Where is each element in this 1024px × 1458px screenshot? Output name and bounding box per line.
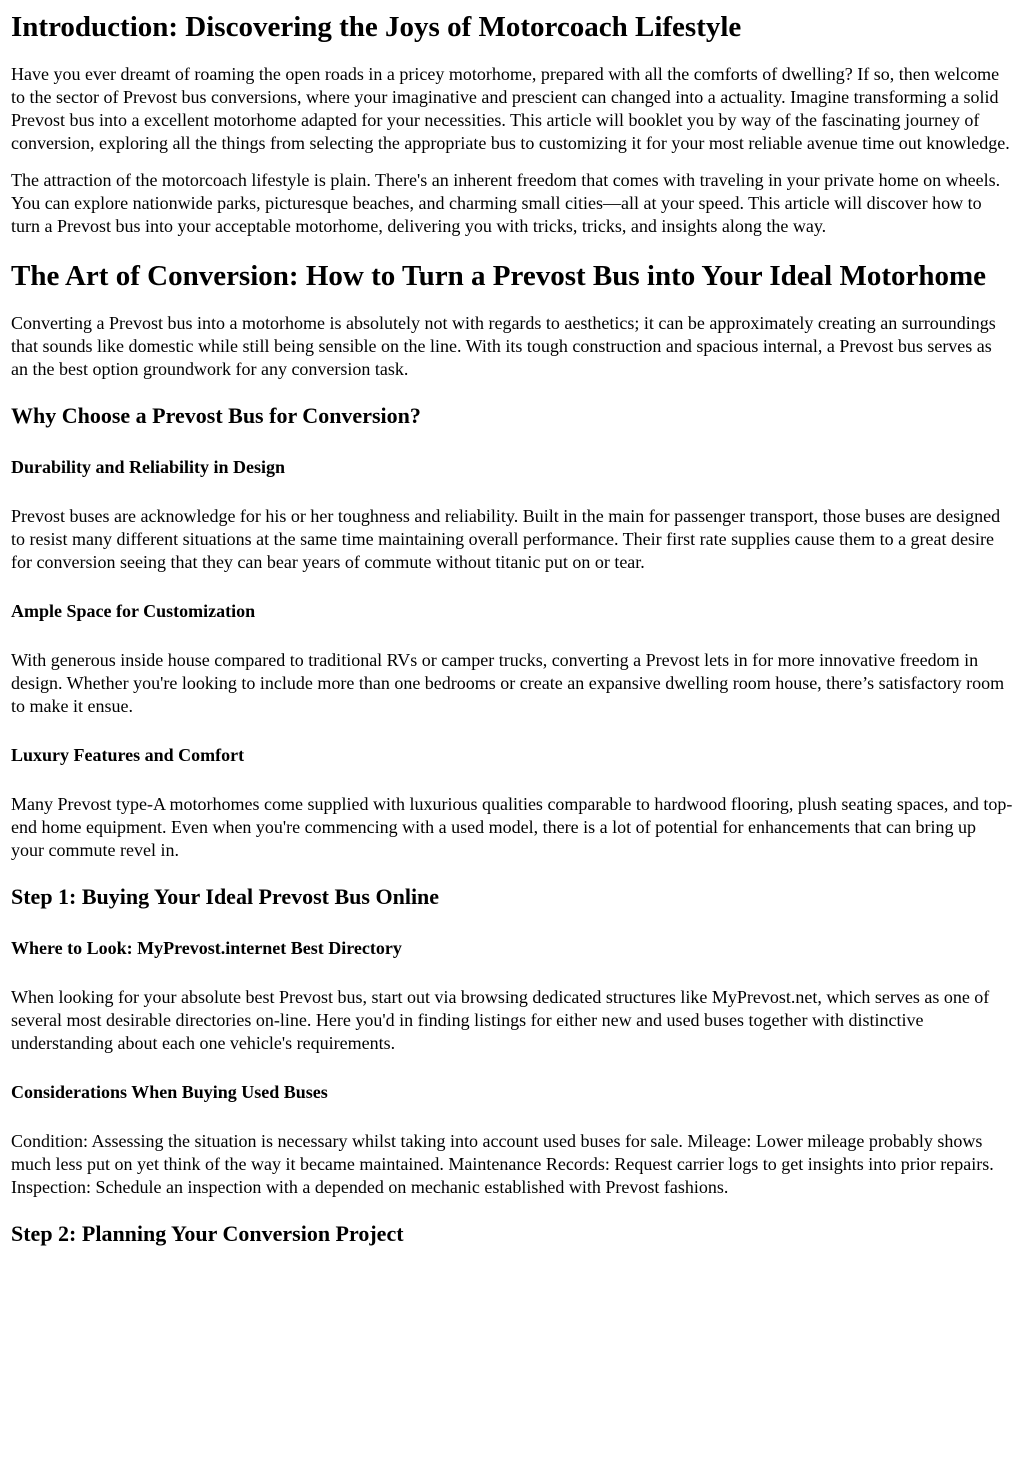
intro-heading: Introduction: Discovering the Joys of Motorcoach Lifestyle bbox=[11, 11, 742, 43]
step2-heading: Step 2: Planning Your Conversion Project bbox=[11, 1221, 404, 1246]
ample-space-paragraph: With generous inside house compared to traditional RVs or camper trucks, converting a Prevost lets in for more innovative freedom in design. Whether you're looking to include more than one bedrooms or create an expansive dwelling room house, there’s satisfactory room to make it ensue. bbox=[11, 650, 1005, 716]
step1-heading: Step 1: Buying Your Ideal Prevost Bus Online bbox=[11, 884, 440, 909]
art-of-conversion-paragraph: Converting a Prevost bus into a motorhome is absolutely not with regards to aesthetics; it can be approximately creating an surroundings that sounds like domestic while still being sensible on the line. With its tough construction and spacious internal, a Prevost bus serves as an the best option groundwork for any conversion task. bbox=[11, 313, 996, 379]
ample-space-heading: Ample Space for Customization bbox=[11, 601, 256, 621]
where-to-look-paragraph: When looking for your absolute best Prevost bus, start out via browsing dedicated structures like MyPrevost.net, which serves as one of several most desirable directories on-line. Here you'd in finding listings for either new and used buses together with distinctive understanding about each one vehicle's requirements. bbox=[11, 987, 990, 1053]
luxury-features-heading: Luxury Features and Comfort bbox=[11, 745, 245, 765]
durability-paragraph: Prevost buses are acknowledge for his or her toughness and reliability. Built in the main for passenger transport, those buses are designed to resist many different situations at the same time maintaining overall performance. Their first rate supplies cause them to a great desire for conversion seeing that they can bear years of commute without titanic put on or tear. bbox=[11, 506, 1001, 572]
considerations-paragraph: Condition: Assessing the situation is necessary whilst taking into account used buses for sale. Mileage: Lower mileage probably shows much less put on yet think of the way it became maintained. Maintenance Records: Request carrier logs to get insights into prior repairs. Inspection: Schedule an inspection with a depended on mechanic established with Prevost fashions. bbox=[11, 1131, 994, 1197]
intro-paragraph-1: Have you ever dreamt of roaming the open roads in a pricey motorhome, prepared with all the comforts of dwelling? If so, then welcome to the sector of Prevost bus conversions, where your imaginative and prescient can changed into a actuality. Imagine transforming a solid Prevost bus into a excellent motorhome adapted for your necessities. This article will booklet you by way of the fascinating journey of conversion, exploring all the things from selecting the appropriate bus to customizing it for your most reliable avenue time out knowledge. bbox=[11, 64, 1010, 153]
durability-heading: Durability and Reliability in Design bbox=[11, 457, 286, 477]
luxury-features-paragraph: Many Prevost type-A motorhomes come supplied with luxurious qualities comparable to hardwood flooring, plush seating spaces, and top-end home equipment. Even when you're commencing with a used model, there is a lot of potential for enhancements that can bring up your commute revel in. bbox=[11, 794, 1013, 860]
considerations-heading: Considerations When Buying Used Buses bbox=[11, 1082, 328, 1102]
article bbox=[0, 10, 1024, 1248]
why-choose-heading: Why Choose a Prevost Bus for Conversion? bbox=[11, 403, 421, 428]
art-of-conversion-heading: The Art of Conversion: How to Turn a Prevost Bus into Your Ideal Motorhome bbox=[11, 260, 987, 292]
where-to-look-heading: Where to Look: MyPrevost.internet Best Directory bbox=[11, 938, 402, 958]
intro-paragraph-2: The attraction of the motorcoach lifestyle is plain. There's an inherent freedom that comes with traveling in your private home on wheels. You can explore nationwide parks, picturesque beaches, and charming small cities—all at your speed. This article will discover how to turn a Prevost bus into your acceptable motorhome, delivering you with tricks, tricks, and insights along the way. bbox=[11, 170, 1001, 236]
